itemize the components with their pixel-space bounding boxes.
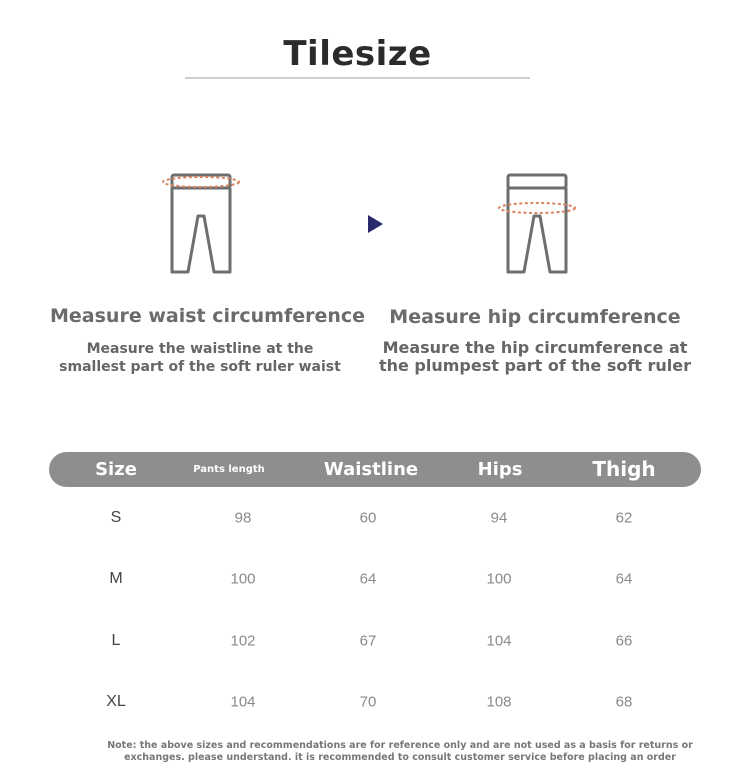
cell-waistline: 60 [359,509,377,527]
hip-description [375,339,695,375]
waist-desc-line1: Measure the waistline at the [86,341,314,357]
pants-hip-icon [494,170,580,280]
cell-thigh: 64 [615,570,633,588]
size-table-header [49,452,701,487]
pants-waist-icon [158,170,244,280]
cell-thigh: 62 [615,509,633,527]
cell-size: L [111,632,121,649]
cell-pants-length: 104 [230,693,256,711]
cell-pants-length: 100 [230,570,256,588]
cell-size: S [110,509,122,526]
cell-hips: 108 [486,693,512,711]
cell-size: M [109,570,123,587]
note-line1: Note: the above sizes and recommendations are for reference only and are not used as a basis for returns or [107,740,693,751]
cell-hips: 100 [486,570,512,588]
cell-thigh: 66 [615,632,633,650]
header-hips: Hips [477,459,523,480]
hip-heading: Measure hip circumference [389,306,681,328]
waist-desc-line2: smallest part of the soft ruler waist [59,359,341,375]
waist-description [50,340,350,376]
cell-thigh: 68 [615,693,633,711]
page-title: Tilesize [283,34,432,74]
note-line2: exchanges. please understand. it is recommended to consult customer service before placing an order [124,752,676,763]
cell-hips: 104 [486,632,512,650]
header-pants-length: Pants length [193,464,265,475]
waist-heading: Measure waist circumference [50,305,366,327]
cell-size: XL [106,693,126,710]
hip-desc-line2: the plumpest part of the soft ruler [378,356,692,375]
title-underline [185,77,530,79]
cell-waistline: 67 [359,632,377,650]
cell-pants-length: 102 [230,632,256,650]
hip-desc-line1: Measure the hip circumference at [382,338,688,357]
cell-waistline: 70 [359,693,377,711]
header-size: Size [95,459,137,480]
cell-hips: 94 [490,509,508,527]
header-waistline: Waistline [323,459,419,480]
play-arrow-icon [367,214,385,234]
cell-pants-length: 98 [234,509,252,527]
header-thigh: Thigh [592,457,656,481]
cell-waistline: 64 [359,570,377,588]
disclaimer-note [100,740,700,764]
